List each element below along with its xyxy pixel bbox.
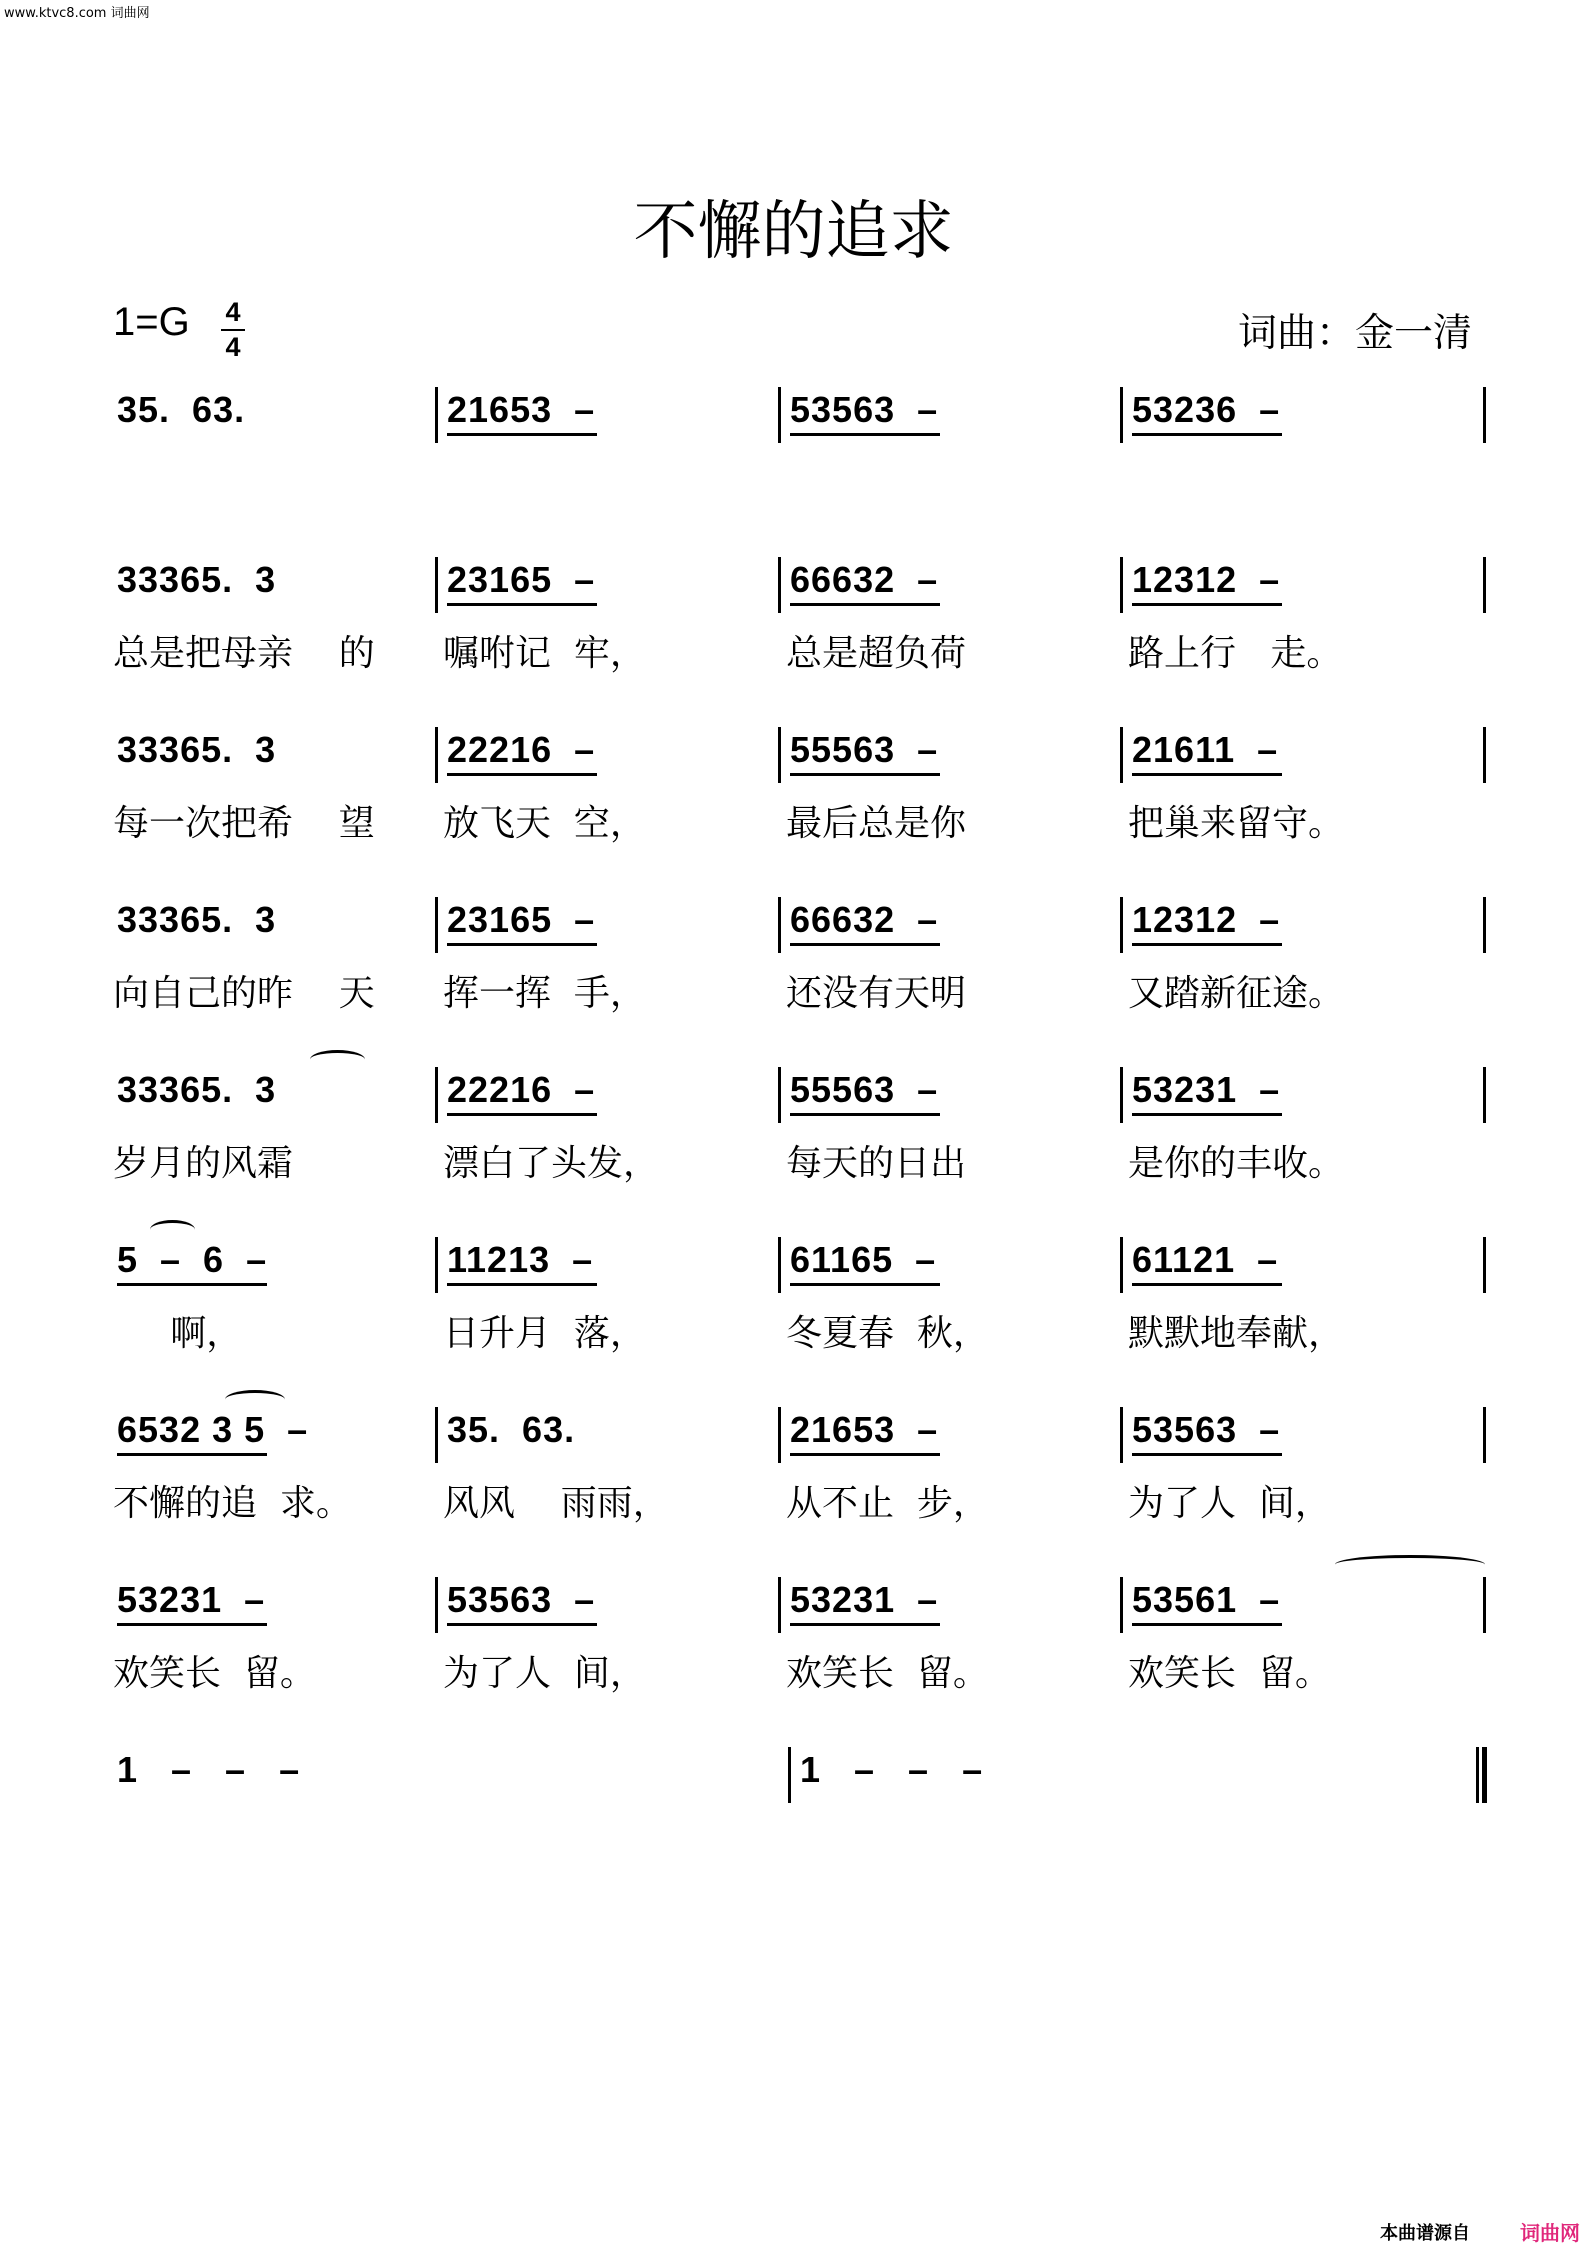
beam — [117, 1623, 267, 1626]
bar-line — [778, 727, 781, 783]
measure-notes: 1 – – – — [800, 1749, 984, 1790]
lyric: 每一次把希 望 — [113, 803, 375, 844]
beam — [790, 943, 940, 946]
measure-notes: 21611 – — [1132, 729, 1279, 770]
beam — [1132, 773, 1282, 776]
bar-line — [778, 1407, 781, 1463]
score-line — [113, 385, 1488, 505]
lyric: 最后总是你 — [786, 803, 967, 844]
slur-mark — [1335, 1555, 1485, 1574]
measure-notes: 53231 – — [1132, 1069, 1281, 1110]
bar-line — [1120, 1577, 1123, 1633]
score-line — [113, 555, 1488, 675]
time-signature-top: 4 — [225, 297, 241, 327]
beam — [447, 773, 597, 776]
measure — [1128, 1575, 1488, 1635]
bar-line — [435, 1237, 438, 1293]
measure-notes: 22216 – — [447, 1069, 596, 1110]
measure — [443, 555, 786, 615]
measure-notes: 53563 – — [1132, 1409, 1281, 1450]
measure — [1128, 1405, 1488, 1465]
measure — [1128, 385, 1488, 445]
measure — [113, 1235, 443, 1295]
bar-line — [1483, 1577, 1486, 1633]
measure — [113, 1745, 796, 1805]
beam — [1132, 603, 1282, 606]
measure-notes: 21653 – — [790, 1409, 939, 1450]
lyric: 向自己的昨 天 — [113, 973, 375, 1014]
measure — [1128, 1065, 1488, 1125]
measure — [113, 1575, 443, 1635]
beam — [1132, 1623, 1282, 1626]
lyric: 欢笑长 留。 — [1128, 1653, 1331, 1694]
score-line — [113, 1235, 1488, 1355]
beam — [790, 433, 940, 436]
measure — [113, 1405, 443, 1465]
bar-line — [435, 387, 438, 443]
measure-notes: 12312 – — [1132, 559, 1281, 600]
measure — [443, 1065, 786, 1125]
measure — [1128, 725, 1488, 785]
beam — [1132, 1453, 1282, 1456]
beam — [1132, 1113, 1282, 1116]
key-signature — [113, 300, 190, 345]
bar-line — [1483, 1407, 1486, 1463]
measure-notes: 1 – – – — [117, 1749, 301, 1790]
time-signature-bottom: 4 — [221, 329, 245, 364]
bar-line — [1483, 727, 1486, 783]
bar-line — [778, 1067, 781, 1123]
bar-line — [1483, 387, 1486, 443]
score-line — [113, 725, 1488, 845]
score-line — [113, 1745, 1488, 1865]
lyric: 漂白了头发， — [443, 1143, 660, 1184]
measure-notes: 12312 – — [1132, 899, 1281, 940]
beam — [447, 433, 597, 436]
measure — [443, 1235, 786, 1295]
bar-line — [1120, 1067, 1123, 1123]
lyric: 为了人 间， — [443, 1653, 646, 1694]
lyric: 还没有天明 — [786, 973, 967, 1014]
measure — [786, 555, 1128, 615]
bar-line — [435, 727, 438, 783]
bar-line — [435, 897, 438, 953]
beam — [1132, 433, 1282, 436]
bar-line — [778, 557, 781, 613]
lyric: 冬夏春 秋， — [786, 1313, 989, 1354]
measure-notes: 53231 – — [117, 1579, 266, 1620]
measure-notes: 21653 – — [447, 389, 596, 430]
beam — [1132, 1283, 1282, 1286]
beam — [117, 1453, 267, 1456]
measure — [443, 1405, 786, 1465]
lyric: 不懈的追 求。 — [113, 1483, 352, 1524]
bar-line — [1483, 897, 1486, 953]
bar-line — [435, 1577, 438, 1633]
measure-notes: 55563 – — [790, 729, 939, 770]
measure — [786, 385, 1128, 445]
measure — [786, 725, 1128, 785]
beam — [790, 603, 940, 606]
measure — [113, 895, 443, 955]
bar-line — [435, 1067, 438, 1123]
beam — [447, 943, 597, 946]
measure — [786, 1405, 1128, 1465]
bar-line — [1483, 557, 1486, 613]
bar-line — [1483, 1237, 1486, 1293]
lyric: 默默地奉献， — [1128, 1313, 1345, 1354]
slur-mark — [310, 1050, 365, 1069]
lyric: 啊， — [113, 1313, 243, 1354]
beam — [790, 1623, 940, 1626]
beam — [790, 1453, 940, 1456]
measure — [1128, 1235, 1488, 1295]
lyric: 总是超负荷 — [786, 633, 967, 674]
bar-line — [778, 1577, 781, 1633]
song-title: 不懈的追求 — [633, 195, 954, 269]
bar-line — [1120, 727, 1123, 783]
beam — [1132, 943, 1282, 946]
beam — [447, 1283, 597, 1286]
measure-notes: 61121 – — [1132, 1239, 1279, 1280]
measure-notes: 11213 – — [447, 1239, 594, 1280]
lyric: 总是把母亲 的 — [113, 633, 375, 674]
measure — [113, 725, 443, 785]
time-signature — [221, 296, 245, 364]
measure-notes: 23165 – — [447, 899, 596, 940]
lyric: 日升月 落， — [443, 1313, 646, 1354]
beam — [790, 1283, 940, 1286]
bar-line — [435, 1407, 438, 1463]
measure-notes: 53563 – — [790, 389, 939, 430]
score-line — [113, 1575, 1488, 1695]
lyric: 是你的丰收。 — [1128, 1143, 1345, 1184]
lyric: 岁月的风霜 — [113, 1143, 294, 1184]
measure — [1128, 895, 1488, 955]
bar-line — [435, 557, 438, 613]
score-line — [113, 895, 1488, 1015]
measure-notes: 33365. 3 — [117, 1069, 277, 1110]
measure-notes: 66632 – — [790, 559, 939, 600]
measure-notes: 61165 – — [790, 1239, 937, 1280]
slur-mark — [150, 1220, 195, 1239]
measure-notes: 5 – 6 – — [117, 1239, 268, 1280]
bar-line — [1120, 1407, 1123, 1463]
beam — [790, 1113, 940, 1116]
beam — [117, 1283, 267, 1286]
measure — [113, 1065, 443, 1125]
measure-notes: 55563 – — [790, 1069, 939, 1110]
lyric: 欢笑长 留。 — [786, 1653, 989, 1694]
measure — [443, 1575, 786, 1635]
bar-line — [1120, 387, 1123, 443]
lyric: 挥一挥 手， — [443, 973, 646, 1014]
measure-notes: 6532 3 5 – — [117, 1409, 309, 1450]
measure — [443, 385, 786, 445]
lyric: 风风 雨雨， — [443, 1483, 669, 1524]
lyric: 又踏新征途。 — [1128, 973, 1345, 1014]
measure — [786, 895, 1128, 955]
measure-notes: 53236 – — [1132, 389, 1281, 430]
measure-notes: 35. 63. — [117, 389, 246, 430]
measure — [1128, 555, 1488, 615]
measure — [113, 385, 443, 445]
beam — [447, 1623, 597, 1626]
measure — [113, 555, 443, 615]
measure-notes: 22216 – — [447, 729, 596, 770]
lyric: 放飞天 空， — [443, 803, 646, 844]
beam — [447, 603, 597, 606]
measure — [443, 725, 786, 785]
lyric: 从不止 步， — [786, 1483, 989, 1524]
measure-notes: 35. 63. — [447, 1409, 576, 1450]
measure — [443, 895, 786, 955]
site-watermark: www.ktvc8.com 词曲网 — [4, 6, 150, 21]
lyric: 嘱咐记 牢， — [443, 633, 646, 674]
measure-notes: 53563 – — [447, 1579, 596, 1620]
bar-line — [1120, 1237, 1123, 1293]
bar-line — [1483, 1067, 1486, 1123]
score-line — [113, 1065, 1488, 1185]
slur-mark — [225, 1390, 285, 1409]
bar-line — [1120, 557, 1123, 613]
site-logo: 词曲网 — [1520, 2221, 1580, 2245]
lyric: 把巢来留守。 — [1128, 803, 1345, 844]
measure-notes: 53561 – — [1132, 1579, 1281, 1620]
key-label: 1=G — [113, 300, 190, 344]
bar-line — [788, 1747, 791, 1803]
lyric: 欢笑长 留。 — [113, 1653, 316, 1694]
measure-notes: 33365. 3 — [117, 729, 277, 770]
bar-line — [778, 1237, 781, 1293]
measure-notes: 23165 – — [447, 559, 596, 600]
lyric: 每天的日出 — [786, 1143, 967, 1184]
score-line — [113, 1405, 1488, 1525]
lyric: 为了人 间， — [1128, 1483, 1331, 1524]
bar-line — [1120, 897, 1123, 953]
measure — [786, 1235, 1128, 1295]
source-note: 本曲谱源自 — [1380, 2223, 1470, 2244]
measure — [786, 1575, 1128, 1635]
measure — [796, 1745, 1488, 1805]
measure — [786, 1065, 1128, 1125]
measure-notes: 33365. 3 — [117, 559, 277, 600]
lyric: 路上行 走。 — [1128, 633, 1343, 674]
composer-credit: 词曲：金一清 — [1238, 311, 1473, 356]
final-bar-line — [1476, 1747, 1489, 1803]
beam — [447, 1113, 597, 1116]
bar-line — [778, 897, 781, 953]
measure-notes: 33365. 3 — [117, 899, 277, 940]
measure-notes: 53231 – — [790, 1579, 939, 1620]
beam — [790, 773, 940, 776]
bar-line — [778, 387, 781, 443]
measure-notes: 66632 – — [790, 899, 939, 940]
